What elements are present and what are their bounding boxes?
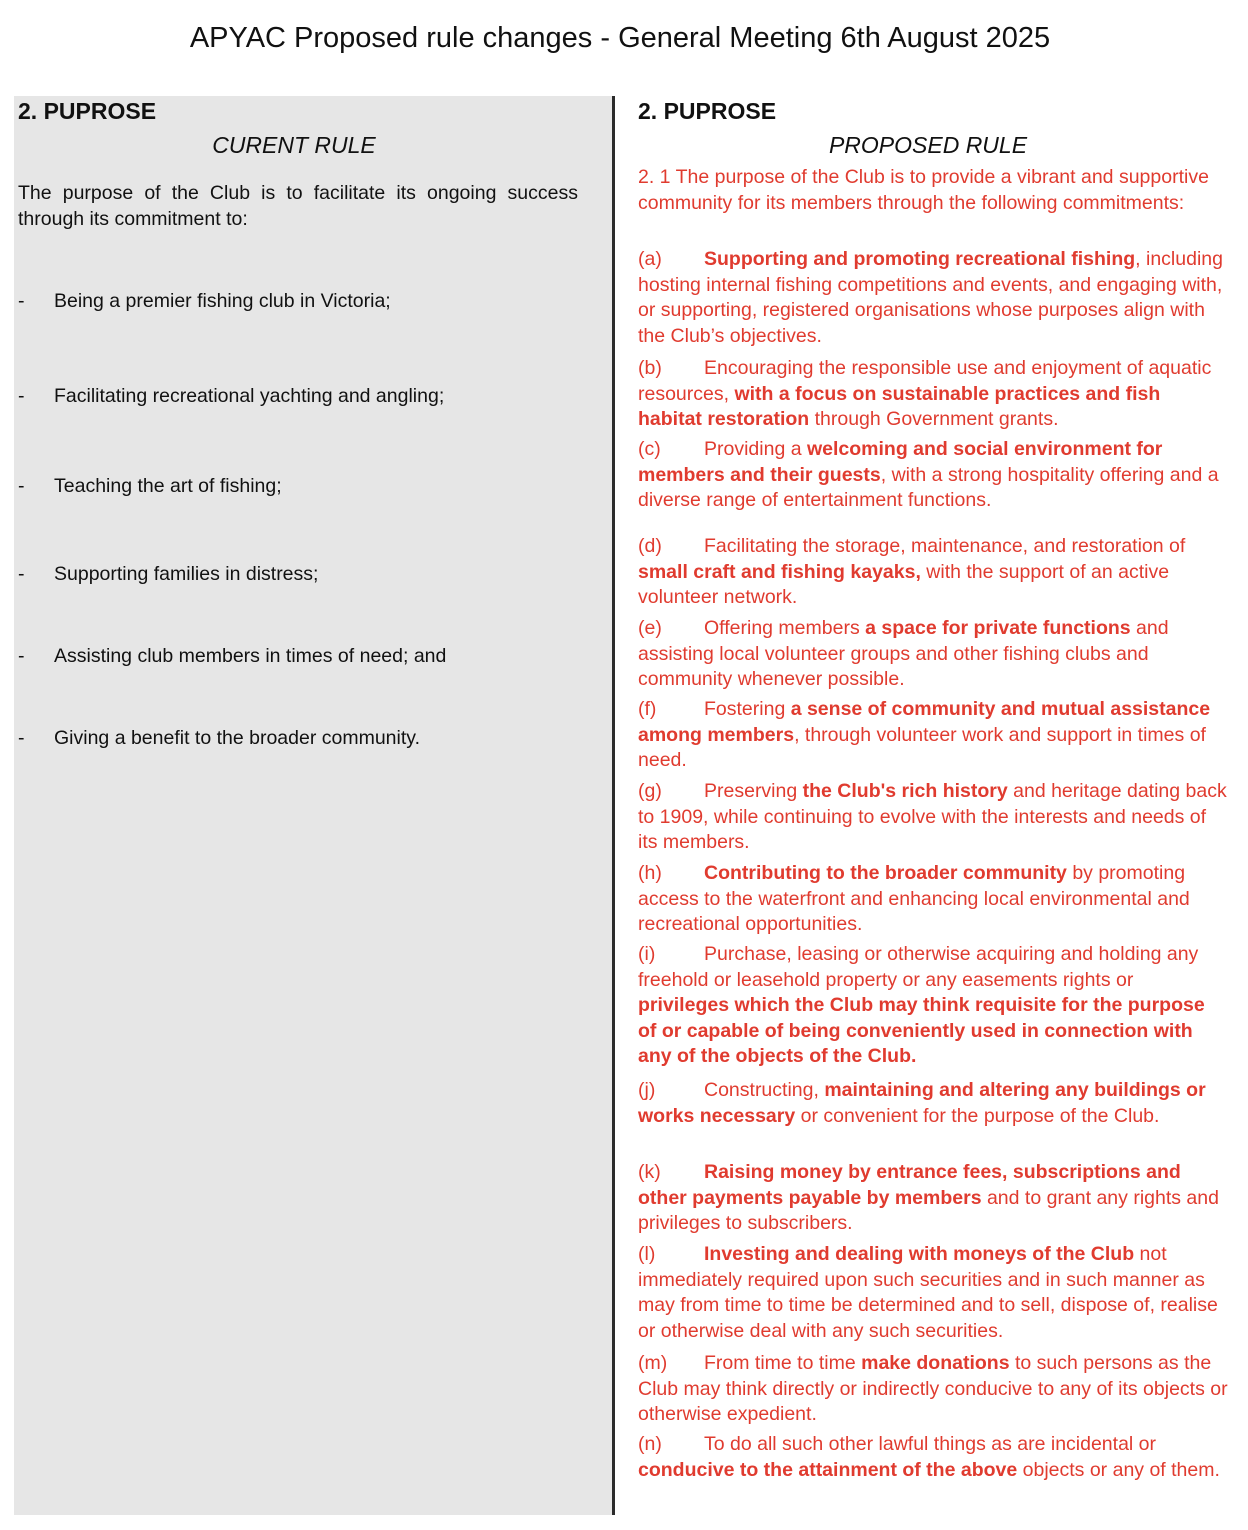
page-title: APYAC Proposed rule changes - General Meeting 6th August 2025 <box>189 22 1051 54</box>
item-text: Facilitating the storage, maintenance, and restoration of <box>704 535 1186 557</box>
current-rule-label: CURENT RULE <box>212 132 376 158</box>
item-label: (f) <box>638 698 657 720</box>
item-text: objects or any of them. <box>1017 1458 1220 1481</box>
bullet-text: Teaching the art of fishing; <box>54 475 282 497</box>
item-label: (a) <box>638 248 662 270</box>
bullet-text: Giving a benefit to the broader community. <box>54 727 420 749</box>
item-text: Purchase, leasing or otherwise acquiring and holding any freehold or leasehold property or any easements rights or <box>638 943 1199 991</box>
item-label: (k) <box>638 1161 661 1183</box>
item-text: , with a strong hospitality offering and a diverse range of entertainment functions. <box>638 463 1219 511</box>
item-text: Offering members <box>704 617 866 639</box>
bullet-dash: - <box>18 563 25 585</box>
item-label: (m) <box>638 1352 668 1374</box>
item-text: , including hosting internal fishing competitions and events, and engaging with, or supporting, registered organisations whose purposes align with the Club’s objectives. <box>638 248 1223 347</box>
proposed-item <box>638 247 1228 349</box>
proposed-item <box>638 1242 1228 1344</box>
proposed-item <box>638 356 1228 433</box>
item-text: From time to time <box>704 1352 862 1374</box>
item-label: (j) <box>638 1079 656 1101</box>
item-text: Constructing, <box>704 1079 825 1101</box>
proposed-rule-label: PROPOSED RULE <box>828 132 1028 158</box>
item-bold-text: welcoming and social environment for members and their guests <box>638 438 1163 486</box>
item-text: through Government grants. <box>809 408 1059 430</box>
item-text: Encouraging the responsible use and enjoyment of aquatic resources, <box>638 357 1212 405</box>
column-divider <box>612 96 615 1515</box>
proposed-item <box>638 861 1228 938</box>
proposed-intro-text: 2. 1 The purpose of the Club is to provide a vibrant and supportive community for its members through the following commitments: <box>638 166 1209 214</box>
item-bold-text: privileges which the Club may think requisite for the purpose of or capable of being conveniently used in connection with any of the objects of the Club. <box>638 994 1205 1067</box>
item-bold-text: Contributing to the broader community <box>704 862 1067 884</box>
item-text: and to grant any rights and privileges to subscribers. <box>638 1186 1219 1234</box>
item-text: Providing a <box>704 438 807 460</box>
item-bold-text: maintaining and altering any buildings or works necessary <box>638 1079 1206 1127</box>
item-bold-text: Supporting and promoting recreational fishing <box>704 248 1136 270</box>
bullet-dash: - <box>18 290 25 312</box>
item-bold-text: small craft and fishing kayaks, <box>638 560 921 583</box>
item-bold-text: with a focus on sustainable practices and fish habitat restoration <box>638 382 1161 430</box>
item-label: (b) <box>638 357 662 379</box>
proposed-item <box>638 1351 1228 1428</box>
proposed-section-heading: 2. PUPROSE <box>638 98 777 124</box>
proposed-item <box>638 697 1228 774</box>
item-bold-text: conducive to the attainment of the above <box>638 1458 1018 1481</box>
item-text: with the support of an active volunteer network. <box>638 560 1170 608</box>
item-bold-text: a space for private functions <box>865 617 1131 639</box>
bullet-dash: - <box>18 385 25 407</box>
item-text: not immediately required upon such securities and in such manner as may from time to time be determined and to sell, dispose of, realise or otherwise deal with any such securities. <box>638 1243 1218 1342</box>
item-bold-text: Investing and dealing with moneys of the Club <box>704 1243 1135 1265</box>
proposed-item <box>638 779 1228 856</box>
item-text: to such persons as the Club may think directly or indirectly conducive to any of its objects or otherwise expedient. <box>638 1352 1228 1425</box>
bullet-text: Being a premier fishing club in Victoria; <box>54 290 391 312</box>
item-label: (i) <box>638 943 656 965</box>
proposed-item <box>638 534 1228 611</box>
proposed-item <box>638 1078 1228 1129</box>
current-section-heading: 2. PUPROSE <box>18 98 157 124</box>
proposed-item <box>638 616 1228 693</box>
bullet-text: Facilitating recreational yachting and angling; <box>54 385 445 407</box>
item-text: Fostering <box>704 698 791 720</box>
item-bold-text: make donations <box>861 1352 1010 1374</box>
proposed-item <box>638 942 1228 1070</box>
bullet-dash: - <box>18 727 25 749</box>
item-bold-text: the Club's rich history <box>802 780 1008 802</box>
item-label: (g) <box>638 780 662 802</box>
proposed-item <box>638 1160 1228 1237</box>
current-intro-text: The purpose of the Club is to facilitate its ongoing success through its commitment to: <box>18 182 578 230</box>
item-label: (e) <box>638 617 662 639</box>
item-label: (h) <box>638 862 662 884</box>
item-label: (c) <box>638 438 661 460</box>
item-text: by promoting access to the waterfront and enhancing local environmental and recreational opportunities. <box>638 862 1190 935</box>
item-label: (d) <box>638 535 662 557</box>
proposed-item <box>638 437 1228 514</box>
bullet-text: Supporting families in distress; <box>54 563 319 585</box>
item-text: and heritage dating back to 1909, while continuing to evolve with the interests and needs of its members. <box>638 780 1227 853</box>
bullet-text: Assisting club members in times of need; and <box>54 645 447 667</box>
item-text: or convenient for the purpose of the Club. <box>795 1104 1160 1127</box>
bullet-dash: - <box>18 645 25 667</box>
item-bold-text: Raising money by entrance fees, subscriptions and other payments payable by members <box>638 1161 1181 1209</box>
item-text: , through volunteer work and support in times of need. <box>638 723 1206 771</box>
item-label: (l) <box>638 1243 656 1265</box>
item-text: and assisting local volunteer groups and other fishing clubs and community whenever possible. <box>638 617 1169 690</box>
item-text: To do all such other lawful things as are incidental or <box>704 1433 1157 1455</box>
item-label: (n) <box>638 1433 662 1455</box>
item-bold-text: a sense of community and mutual assistance among members <box>638 698 1211 746</box>
proposed-item <box>638 1432 1228 1483</box>
bullet-dash: - <box>18 475 25 497</box>
item-text: Preserving <box>704 780 803 802</box>
